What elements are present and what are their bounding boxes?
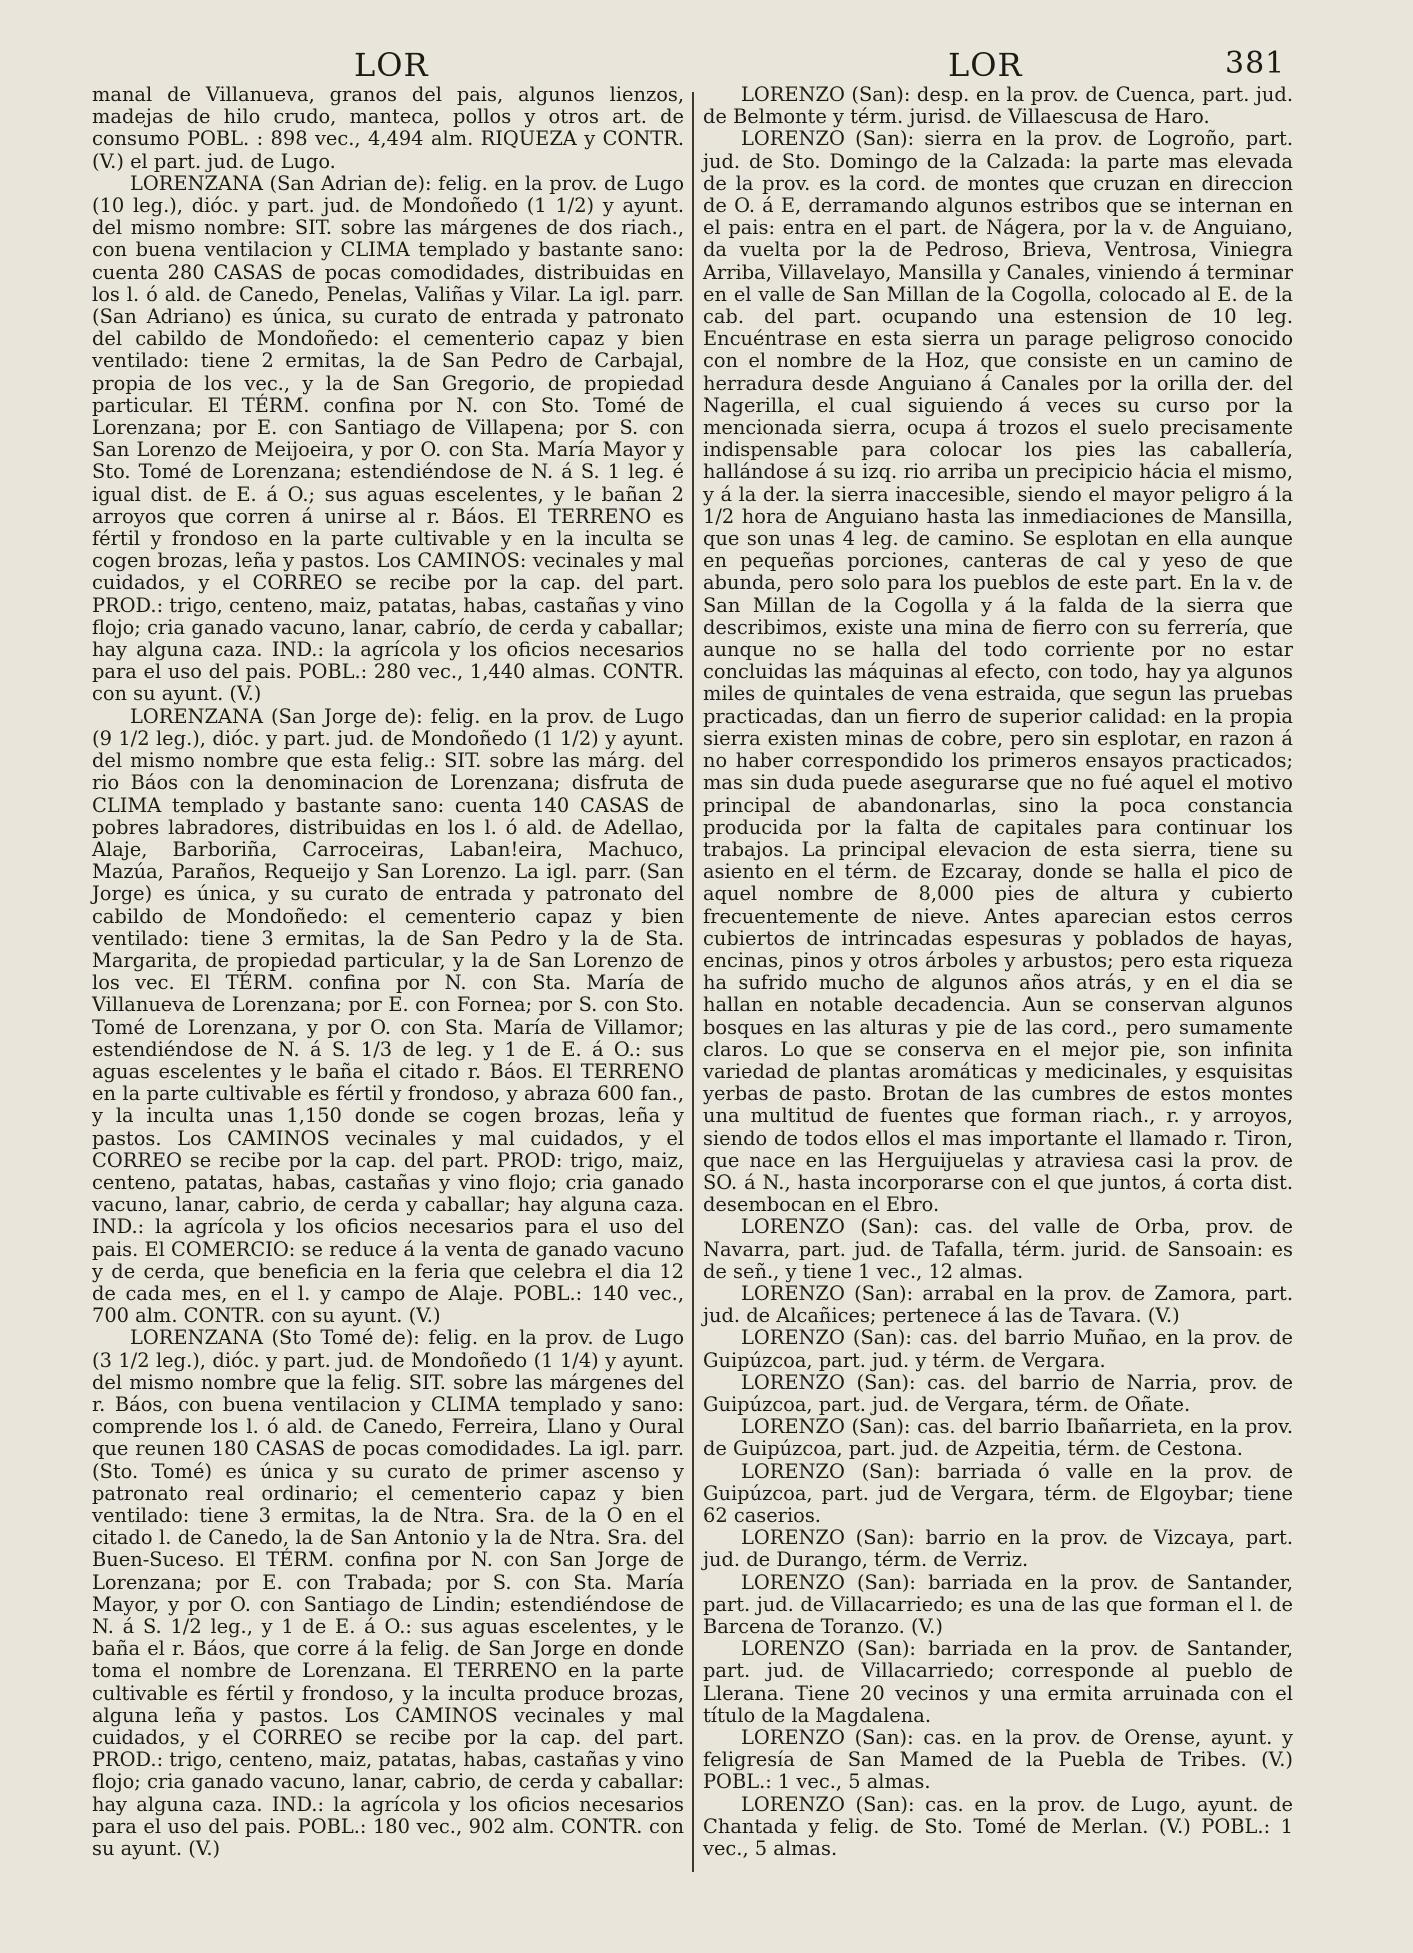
entry-lorenzo-elgoybar: LORENZO (San): barriada ó valle en la prov. de Guipúzcoa, part. jud de Vergara, térm. de Elgoybar; tiene 62 caserios. (703, 1459, 1293, 1527)
entry-lorenzo-navarra: LORENZO (San): cas. del valle de Orba, prov. de Navarra, part. jud. de Tafalla, térm. jurid. de Sansoain: es de señ., y tiene 1 vec., 12 almas. (703, 1215, 1293, 1283)
entry-lorenzana-san-jorge: LORENZANA (San Jorge de): felig. en la prov. de Lugo (9 1/2 leg.), dióc. y part. jud. de Mondoñedo (1 1/2) y ayunt. del mismo nombre que esta felig.: SIT. sobre las márg. del rio Báos con la denominacion de Lorenzana; disfruta de CLIMA templado y bastante sano: cuenta 140 CASAS de pobres labradores, distribuidas en los l. ó ald. de Adellao, Alaje, Barboriña, Carroceiras, Laban!eira, Machuco, Mazúa, Paraños, Requeijo y San Lorenzo. La igl. parr. (San Jorge) es única, y su curato de entrada y patronato del cabildo de Mondoñedo: el cementerio capaz y bien ventilado: tiene 3 ermitas, la de San Pedro y la de Sta. Margarita, de propiedad particular, y la de San Lorenzo de los vec. El TÉRM. confina por N. con Sta. María de Villanueva de Lorenzana; por E. con Fornea; por S. con Sto. Tomé de Lorenzana, y por O. con Sta. María de Villamor; estendiéndose de N. á S. 1/3 de leg. y 1 de E. á O.: sus aguas escelentes y le baña el citado r. Báos. El TERRENO en la parte cultivable es fértil y frondoso, y abraza 600 fan., y la inculta unas 1,150 donde se cogen brozas, leña y pastos. Los CAMINOS vecinales y mal cuidados, y el CORREO se recibe por la cap. del part. PROD: trigo, maiz, centeno, patatas, habas, castañas y vino flojo; cria ganado vacuno, lanar, cabrio, de cerda y caballar; hay alguna caza. IND.: la agrícola y los oficios necesarios para el uso del pais. El COMERCIO: se reduce á la venta de ganado vacuno y de cerda, que beneficia en la feria que celebra el dia 12 de cada mes, en el l. y campo de Alaje. POBL.: 140 vec., 700 alm. CONTR. con su ayunt. (V.) (92, 704, 684, 1328)
column-divider (692, 92, 694, 1872)
entry-lorenzo-ibanarrieta: LORENZO (San): cas. del barrio Ibañarrieta, en la prov. de Guipúzcoa, part. jud. de Azpeitia, térm. de Cestona. (703, 1415, 1293, 1461)
entry-lorenzo-cuenca: LORENZO (San): desp. en la prov. de Cuenca, part. jud. de Belmonte y térm. jurisd. de Villaescusa de Haro. (703, 83, 1293, 129)
entry-lorenzo-munao: LORENZO (San): cas. del barrio Muñao, en la prov. de Guipúzcoa, part. jud. y térm. de Vergara. (703, 1326, 1293, 1372)
entry-lorenzana-sto-tome: LORENZANA (Sto Tomé de): felig. en la prov. de Lugo (3 1/2 leg.), dióc. y part. jud. de Mondoñedo (1 1/4) y ayunt. del mismo nombre que la felig. SIT. sobre las márgenes del r. Báos, con buena ventilacion y CLIMA templado y sano: comprende los l. ó ald. de Canedo, Ferreira, Llano y Oural que reunen 180 CASAS de pocas comodidades. La igl. parr. (Sto. Tomé) es única y su curato de primer ascenso y patronato real ordinario; el cementerio capaz y bien ventilado: tiene 3 ermitas, la de Ntra. Sra. de la O en el citado l. de Canedo, la de San Antonio y la de Ntra. Sra. del Buen-Suceso. El TÉRM. confina por N. con San Jorge de Lorenzana; por E. con Trabada; por S. con Sta. María Mayor, y por O. con Santiago de Lindin; estendiéndose de N. á S. 1/2 leg., y 1 de E. á O.: sus aguas escelentes, y le baña el r. Báos, que corre á la felig. de San Jorge en donde toma el nombre de Lorenzana. El TERRENO en la parte cultivable es fértil y frondoso, y la inculta produce brozas, alguna leña y pastos. Los CAMINOS vecinales y mal cuidados, y el CORREO se recibe por la cap. del part. PROD.: trigo, centeno, maiz, patatas, habas, castañas y vino flojo; cria ganado vacuno, lanar, cabrio, de cerda y caballar: hay alguna caza. IND.: la agrícola y los oficios necesarios para el uso del pais. POBL.: 180 vec., 902 alm. CONTR. con su ayunt. (V.) (92, 1326, 684, 1861)
running-head-right: LOR (948, 46, 1023, 84)
left-column (92, 84, 684, 1860)
right-column (703, 84, 1293, 1860)
running-head-left: LOR (354, 46, 429, 84)
entry-lorenzo-narria: LORENZO (San): cas. del barrio de Narria, prov. de Guipúzcoa, part. jud. de Vergara, térm. de Oñate. (703, 1370, 1293, 1416)
entry-lorenzo-lugo: LORENZO (San): cas. en la prov. de Lugo, ayunt. de Chantada y felig. de Sto. Tomé de Merlan. (V.) POBL.: 1 vec., 5 almas. (703, 1792, 1293, 1861)
entry-lorenzo-zamora: LORENZO (San): arrabal en la prov. de Zamora, part. jud. de Alcañices; pertenece á las de Tavara. (V.) (703, 1281, 1293, 1328)
entry-lorenzo-barcena: LORENZO (San): barriada en la prov. de Santander, part. jud. de Villacarriedo; es una de las que forman el l. de Barcena de Toranzo. (V.) (703, 1570, 1293, 1639)
page-number: 381 (1225, 46, 1286, 81)
entry-lorenzana-san-adrian: LORENZANA (San Adrian de): felig. en la prov. de Lugo (10 leg.), dióc. y part. jud. de Mondoñedo (1 1/2) y ayunt. del mismo nombre: SIT. sobre las márgenes de dos riach., con buena ventilacion y CLIMA templado y bastante sano: cuenta 280 CASAS de pocas comodidades, distribuidas en los l. ó ald. de Canedo, Penelas, Valiñas y Vilar. La igl. parr. (San Adriano) es única, su curato de entrada y patronato del cabildo de Mondoñedo: el cementerio capaz y bien ventilado: tiene 2 ermitas, la de San Pedro de Carbajal, propia de los vec., y la de San Gregorio, de propiedad particular. El TÉRM. confina por N. con Sto. Tomé de Lorenzana; por E. con Santiago de Villapena; por S. con San Lorenzo de Meijoeira, y por O. con Sta. María Mayor y Sto. Tomé de Lorenzana; estendiéndose de N. á S. 1 leg. é igual dist. de E. á O.; sus aguas escelentes, y le bañan 2 arroyos que corren á unirse al r. Báos. El TERRENO es fértil y frondoso en la parte cultivable y en la inculta se cogen brozas, leña y pastos. Los CAMINOS: vecinales y mal cuidados, y el CORREO se recibe por la cap. del part. PROD.: trigo, centeno, maiz, patatas, habas, castañas y vino flojo; cria ganado vacuno, lanar, cabrío, de cerda y caballar; hay alguna caza. IND.: la agrícola y los oficios necesarios para el uso del pais. POBL.: 280 vec., 1,440 almas. CONTR. con su ayunt. (V.) (92, 171, 684, 706)
entry-lorenzo-llerana: LORENZO (San): barriada en la prov. de Santander, part. jud. de Villacarriedo; corresponde al pueblo de Llerana. Tiene 20 vecinos y una ermita arruinada con el título de la Magdalena. (703, 1637, 1293, 1727)
entry-lorenzo-vizcaya: LORENZO (San): barrio en la prov. de Vizcaya, part. jud. de Durango, térm. de Verriz. (703, 1526, 1293, 1572)
entry-continuation: manal de Villanueva, granos del pais, algunos lienzos, madejas de hilo crudo, manteca, pollos y otros art. de consumo POBL. : 898 vec., 4,494 alm. RIQUEZA y CONTR. (V.) el part. jud. de Lugo. (92, 83, 684, 173)
entry-lorenzo-orense: LORENZO (San): cas. en la prov. de Orense, ayunt. y feligresía de San Mamed de la Puebla de Tribes. (V.) POBL.: 1 vec., 5 almas. (703, 1726, 1293, 1794)
entry-lorenzo-sierra-logrono: LORENZO (San): sierra en la prov. de Logroño, part. jud. de Sto. Domingo de la Calzada: la parte mas elevada de la prov. es la cord. de montes que cruzan en direccion de O. á E, derramando algunos estribos que se internan en el pais: entra en el part. de Nágera, por la v. de Anguiano, da vuelta por la de Pedroso, Brieva, Ventrosa, Viniegra Arriba, Villavelayo, Mansilla y Canales, viniendo á terminar en el valle de San Millan de la Cogolla, colocado al E. de la cab. del part. ocupando una estension de 10 leg. Encuéntrase en esta sierra un parage peligroso conocido con el nombre de la Hoz, que consiste en un camino de herradura desde Anguiano á Canales por la orilla der. del Nagerilla, el cual siguiendo á veces su curso por la mencionada sierra, ocupa á trozos el suelo precisamente indispensable para colocar los pies las caballería, hallándose á su izq. rio arriba un precipicio hácia el mismo, y á la der. la sierra inaccesible, siendo el mayor peligro á la 1/2 hora de Anguiano hasta las inmediaciones de Mansilla, que son unas 4 leg. de camino. Se esplotan en ella aunque en pequeñas porciones, canteras de cal y yeso de que abunda, pero solo para los pueblos de este part. En la v. de San Millan de la Cogolla y á la falda de la sierra que describimos, existe una mina de fierro con su ferrería, que aunque no se halla del todo corriente por no estar concluidas las máquinas al efecto, con todo, hay ya algunos miles de quintales de vena estraida, que segun las pruebas practicadas, dan un fierro de superior calidad: en la propia sierra existen minas de cobre, pero sin esplotar, en razon á no haber correspondido los primeros ensayos practicados; mas sin duda puede asegurarse que no fué aquel el motivo principal de abandonarlas, sino la poca constancia producida por la falta de capitales para continuar los trabajos. La principal elevacion de esta sierra, tiene su asiento en el térm. de Ezcaray, donde se halla el pico de aquel nombre de 8,000 pies de altura y cubierto frecuentemente de nieve. Antes aparecian estos cerros cubiertos de intrincadas espesuras y poblados de hayas, encinas, pinos y otros árboles y arbustos; pero esta riqueza ha sufrido mucho de algunos años atrás, y en el dia se hallan en notable decadencia. Aun se conservan algunos bosques en las alturas y pie de las cord., pero sumamente claros. Lo que se conserva en el mejor pie, son infinita variedad de plantas aromáticas y medicinales, y esquisitas yerbas de pasto. Brotan de las cumbres de estos montes una multitud de fuentes que forman riach., r. y arroyos, siendo de todos ellos el mas importante el llamado r. Tiron, que nace en las Herguijuelas y atraviesa casi la prov. de SO. á N., hasta incorporarse con el que juntos, á corta dist. desembocan en el Ebro. (703, 127, 1293, 1217)
